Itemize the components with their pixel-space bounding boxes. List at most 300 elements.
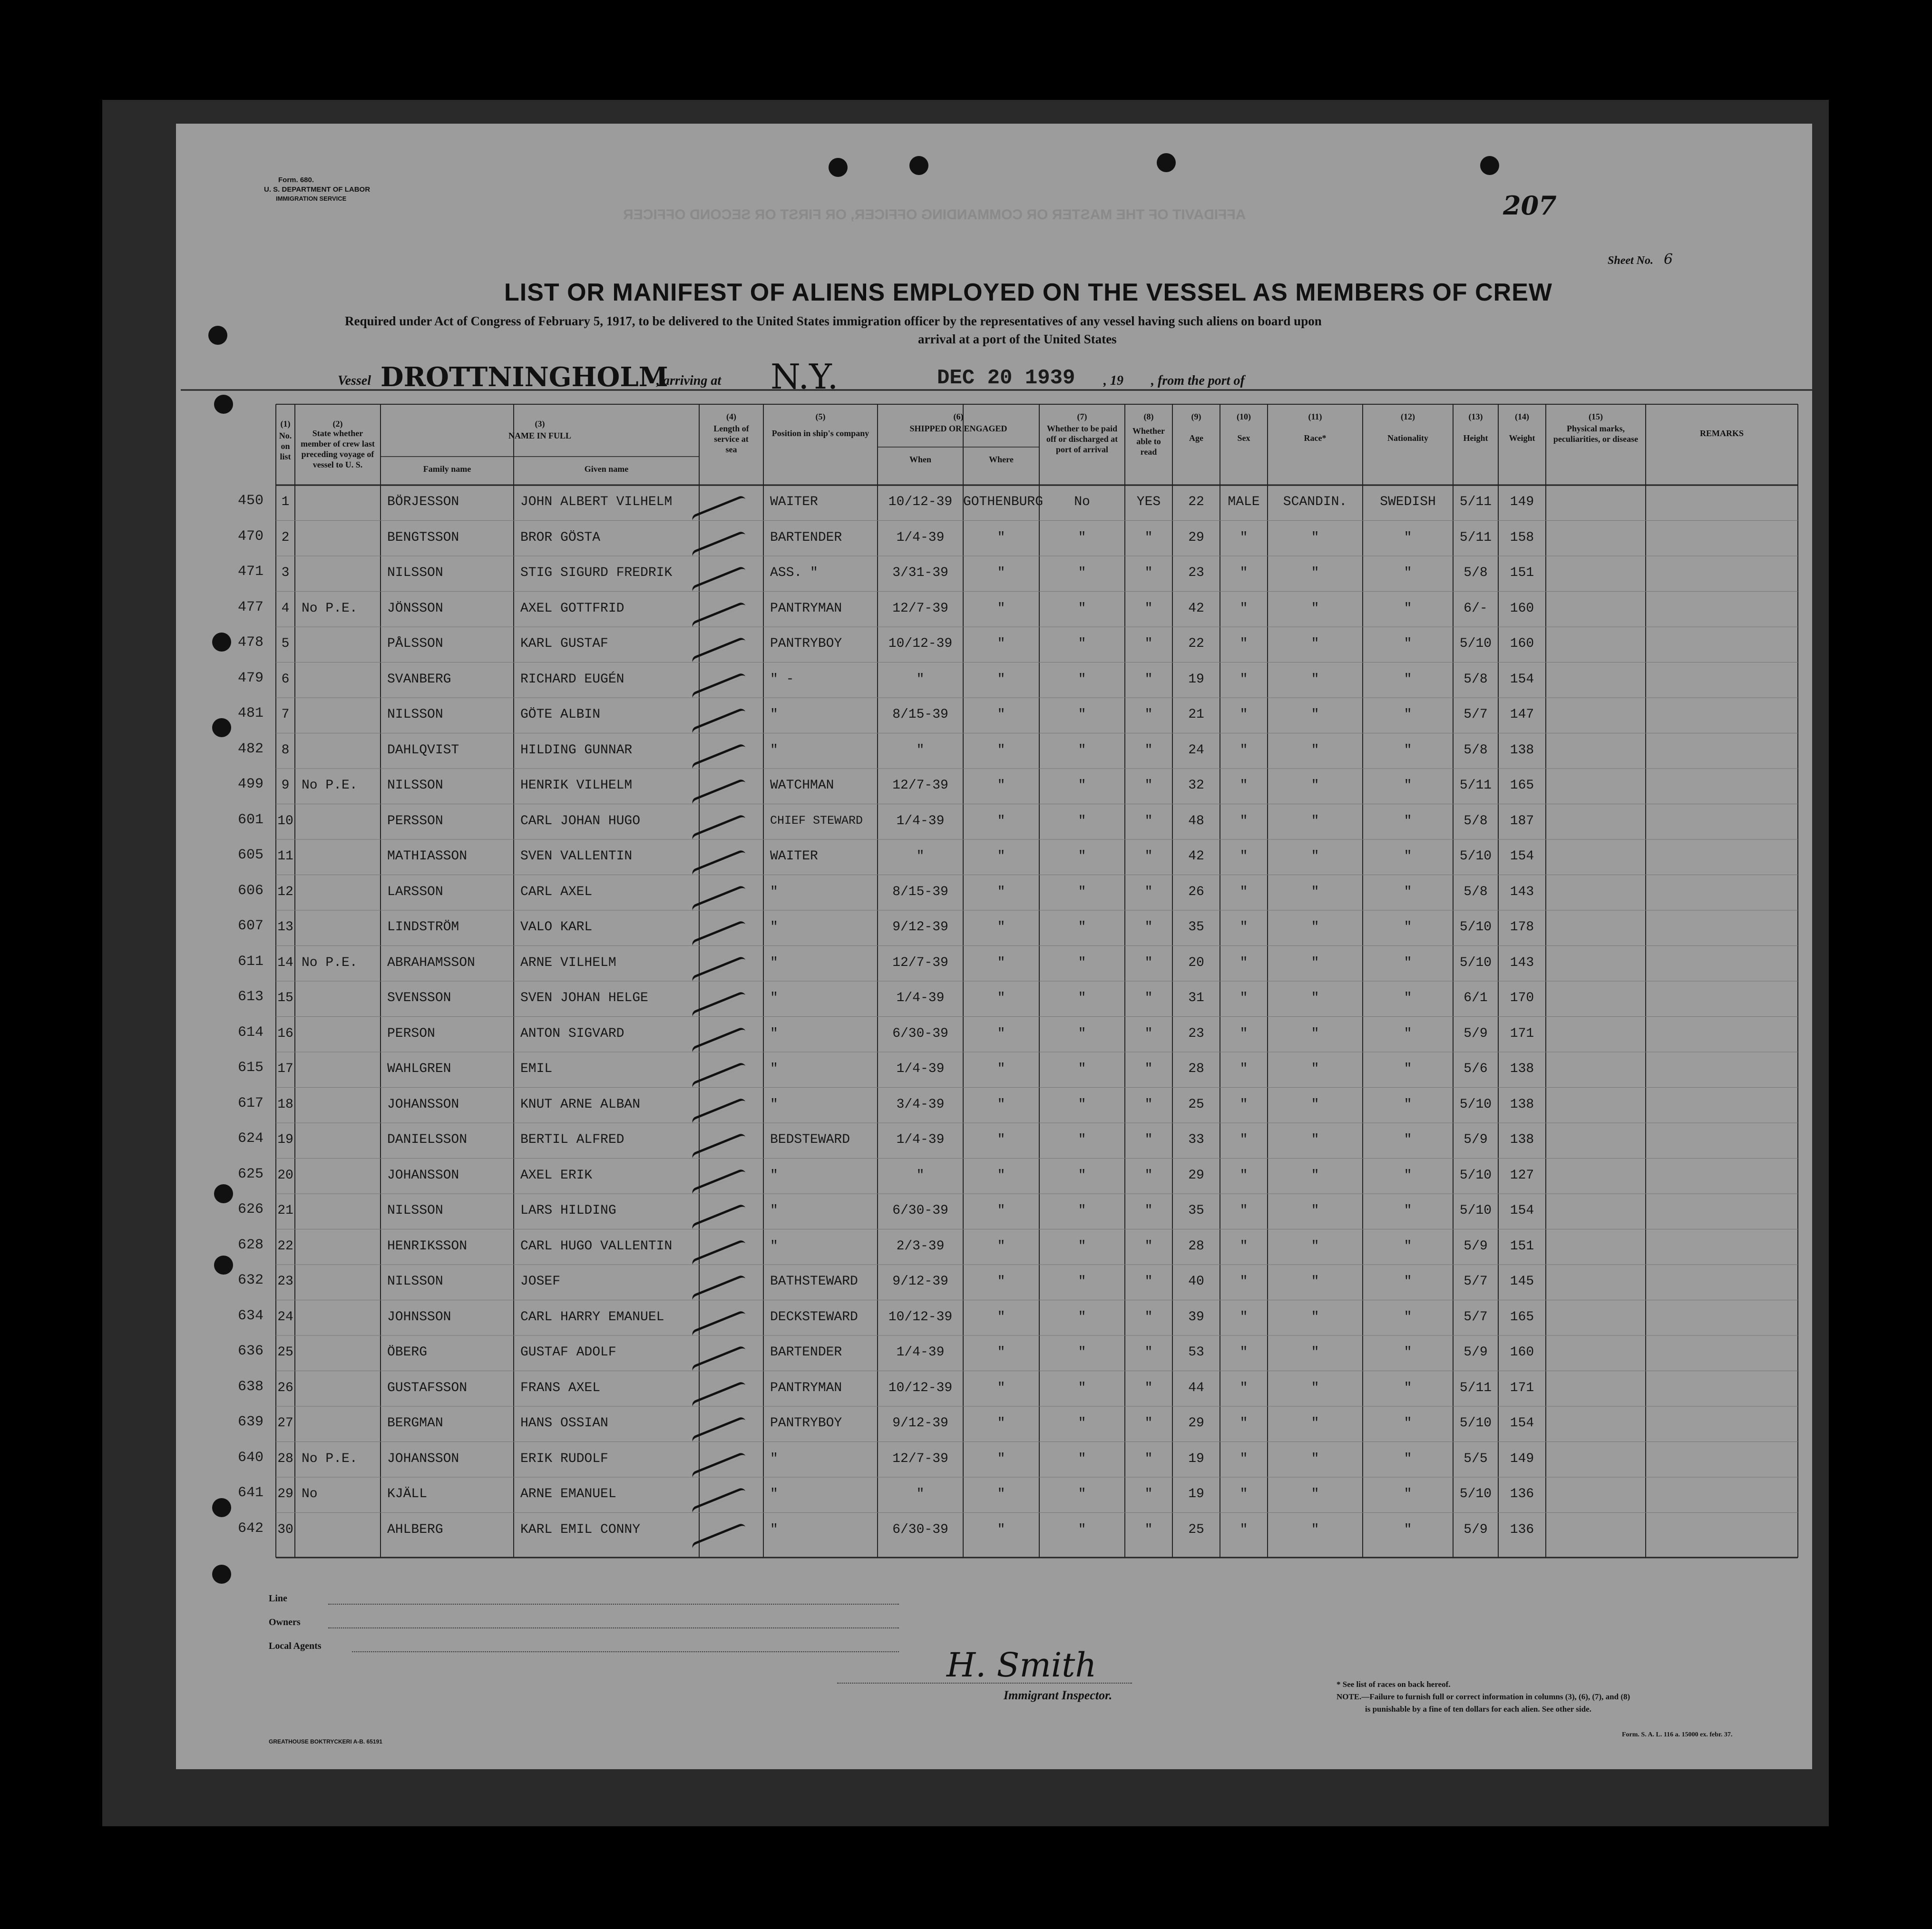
nationality-cell: " [1404,1380,1412,1395]
position-cell: " [770,1026,778,1041]
col6-header: SHIPPED OR ENGAGED [909,424,1007,433]
position-cell: WAITER [770,495,818,509]
nationality-cell: " [1404,1097,1412,1112]
shipped-where-cell: " [997,920,1005,935]
given-name-cell: GÖTE ALBIN [520,707,601,722]
nationality-cell: " [1404,1416,1412,1431]
form-number: Form. 680. [278,176,314,184]
family-name-cell: PÅLSSON [387,636,443,651]
able-to-read-cell: " [1144,1203,1153,1218]
able-to-read-cell: " [1144,1026,1153,1041]
age-cell: 28 [1188,1062,1204,1076]
sex-cell: " [1239,1168,1248,1183]
weight-cell: 127 [1510,1168,1534,1183]
height-cell: 5/7 [1464,1309,1488,1325]
manifest-line-number: 606 [238,882,264,899]
col3b-header: Given name [584,464,629,474]
age-cell: 33 [1188,1132,1204,1147]
able-to-read-cell: " [1144,1274,1153,1289]
height-cell: 5/11 [1459,1380,1492,1395]
able-to-read-cell: " [1144,991,1153,1005]
col15-header: Physical marks, peculiarities, or disease [1553,424,1639,444]
list-number-cell: 2 [281,530,290,545]
col4-header: Length of service at sea [713,424,749,454]
paid-off-cell: " [1078,778,1086,793]
position-cell: BARTENDER [770,530,842,545]
sex-cell: " [1239,1451,1248,1466]
height-cell: 5/7 [1464,1274,1488,1289]
family-name-cell: NILSSON [387,1274,443,1289]
manifest-subtitle: Required under Act of Congress of February 5, 1917, to be delivered to the United States immigration officer by the representatives of any vessel having such aliens on board upon [345,314,1322,328]
position-cell: " [770,1487,778,1501]
nationality-cell: " [1404,530,1412,545]
age-cell: 19 [1188,1451,1204,1466]
age-cell: 29 [1188,1168,1204,1183]
list-number-cell: 22 [277,1238,293,1254]
able-to-read-cell: " [1144,849,1153,864]
list-number-cell: 16 [277,1026,293,1041]
family-name-cell: AHLBERG [387,1522,443,1537]
family-name-cell: JOHANSSON [387,1451,459,1466]
col6b-header: Where [989,455,1014,464]
given-name-cell: BROR GÖSTA [520,530,601,545]
weight-cell: 149 [1510,495,1534,509]
position-cell: WAITER [770,849,818,864]
list-number-cell: 25 [277,1345,293,1360]
bleed-through-text: AFFIDAVIT OF THE MASTER OR COMMANDING OFFICER, OR FIRST OR SECOND OFFICER [623,207,1246,223]
previous-voyage-cell: No P.E. [302,955,358,970]
shipped-when-cell: 1/4-39 [896,1062,945,1076]
age-cell: 19 [1188,1487,1204,1501]
shipped-where-cell: " [997,1203,1005,1218]
age-cell: 22 [1188,495,1204,509]
sex-cell: " [1239,1062,1248,1076]
age-cell: 20 [1188,955,1204,970]
list-number-cell: 12 [277,884,293,899]
age-cell: 23 [1188,565,1204,580]
form-footer: Form. S. A. L. 116 a. 15000 ex. febr. 37. [1622,1731,1733,1738]
position-cell: " [770,1097,778,1112]
sex-cell: " [1239,1238,1248,1254]
sex-cell: " [1239,920,1248,935]
paid-off-cell: " [1078,849,1086,864]
shipped-when-cell: 6/30-39 [892,1026,948,1041]
height-cell: 5/11 [1459,778,1492,793]
col1-header: No. on list [279,431,292,461]
shipped-where-cell: " [997,672,1005,687]
sex-cell: " [1239,601,1248,616]
col5-header: Position in ship's company [771,429,869,438]
sex-cell: " [1239,672,1248,687]
manifest-line-number: 632 [238,1272,264,1288]
given-name-cell: AXEL GOTTFRID [520,601,624,616]
given-name-cell: KARL EMIL CONNY [520,1522,641,1537]
shipped-when-cell: 6/30-39 [892,1203,948,1218]
shipped-when-cell: 10/12-39 [888,636,953,651]
given-name-cell: CARL AXEL [520,884,593,899]
position-cell: " [770,991,778,1005]
list-number-cell: 13 [277,920,293,935]
weight-cell: 143 [1510,955,1534,970]
shipped-when-cell: " [916,1487,925,1501]
sheet-label: Sheet No. [1608,254,1653,267]
footnote-note: NOTE.—Failure to furnish full or correct information in columns (3), (6), (7), and (8) [1337,1692,1630,1701]
nationality-cell: " [1404,1309,1412,1325]
given-name-cell: ARNE VILHELM [520,955,616,970]
shipped-where-cell: " [997,1238,1005,1254]
paid-off-cell: " [1078,1309,1086,1325]
paid-off-cell: No [1074,495,1090,509]
sex-cell: " [1239,1097,1248,1112]
race-cell: " [1311,849,1319,864]
sex-cell: " [1239,1132,1248,1147]
weight-cell: 154 [1510,672,1534,687]
height-cell: 5/9 [1464,1132,1488,1147]
shipped-where-cell: " [997,1062,1005,1076]
paid-off-cell: " [1078,1487,1086,1501]
col10-header: Sex [1237,433,1250,443]
list-number-cell: 9 [281,778,290,793]
shipped-when-cell: 9/12-39 [892,920,948,935]
list-number-cell: 21 [277,1203,293,1218]
paid-off-cell: " [1078,636,1086,651]
weight-cell: 138 [1510,1132,1534,1147]
sex-cell: " [1239,1345,1248,1360]
paid-off-cell: " [1078,742,1086,758]
age-cell: 48 [1188,813,1204,828]
shipped-where-cell: " [997,1345,1005,1360]
col7-num: (7) [1077,412,1087,421]
nationality-cell: " [1404,565,1412,580]
col3-header: NAME IN FULL [508,431,571,440]
weight-cell: 138 [1510,742,1534,758]
weight-cell: 154 [1510,849,1534,864]
manifest-line-number: 450 [238,493,264,509]
height-cell: 5/9 [1464,1026,1488,1041]
sex-cell: " [1239,1203,1248,1218]
position-cell: WATCHMAN [770,778,834,793]
nationality-cell: " [1404,1238,1412,1254]
position-cell: " [770,884,778,899]
shipped-where-cell: " [997,1026,1005,1041]
list-number-cell: 27 [277,1416,293,1431]
able-to-read-cell: " [1144,1487,1153,1501]
paid-off-cell: " [1078,707,1086,722]
col2-header: State whether member of crew last preceding voyage of vessel to U. S. [301,429,375,469]
race-cell: " [1311,601,1319,616]
race-cell: " [1311,565,1319,580]
weight-cell: 145 [1510,1274,1534,1289]
nationality-cell: " [1404,1522,1412,1537]
year-prefix: , 19 [1103,373,1123,388]
age-cell: 28 [1188,1238,1204,1254]
race-cell: " [1311,1132,1319,1147]
weight-cell: 158 [1510,530,1534,545]
height-cell: 5/5 [1464,1451,1488,1466]
position-cell: " [770,707,778,722]
sex-cell: " [1239,1416,1248,1431]
weight-cell: 154 [1510,1416,1534,1431]
position-cell: " [770,1451,778,1466]
position-cell: BARTENDER [770,1345,842,1360]
col9-header: Age [1189,433,1203,443]
family-name-cell: JÖNSSON [387,601,443,616]
manifest-line-number: 628 [238,1237,264,1253]
sex-cell: " [1239,813,1248,828]
nationality-cell: " [1404,955,1412,970]
nationality-cell: " [1404,1274,1412,1289]
remarks-header: REMARKS [1699,429,1744,438]
nationality-cell: " [1404,1451,1412,1466]
shipped-when-cell: 2/3-39 [896,1238,945,1254]
race-cell: " [1311,530,1319,545]
manifest-line-number: 479 [238,670,264,686]
weight-cell: 136 [1510,1522,1534,1537]
family-name-cell: WAHLGREN [387,1062,451,1076]
height-cell: 5/10 [1459,636,1492,651]
age-cell: 29 [1188,1416,1204,1431]
list-number-cell: 1 [281,495,290,509]
arriving-label: , arriving at [656,373,722,388]
paid-off-cell: " [1078,672,1086,687]
weight-cell: 165 [1510,1309,1534,1325]
given-name-cell: RICHARD EUGÉN [520,672,624,687]
given-name-cell: HILDING GUNNAR [520,742,633,758]
age-cell: 53 [1188,1345,1204,1360]
height-cell: 5/11 [1459,530,1492,545]
age-cell: 29 [1188,530,1204,545]
race-cell: " [1311,920,1319,935]
list-number-cell: 15 [277,991,293,1005]
sex-cell: " [1239,565,1248,580]
shipped-where-cell: " [997,991,1005,1005]
shipped-when-cell: 12/7-39 [892,778,948,793]
family-name-cell: JOHANSSON [387,1168,459,1183]
manifest-line-number: 478 [238,634,264,651]
position-cell: PANTRYBOY [770,636,842,651]
shipped-where-cell: " [997,778,1005,793]
able-to-read-cell: " [1144,601,1153,616]
position-cell: BATHSTEWARD [770,1274,858,1289]
manifest-line-number: 615 [238,1060,264,1076]
shipped-where-cell: " [997,1097,1005,1112]
family-name-cell: NILSSON [387,565,443,580]
paid-off-cell: " [1078,601,1086,616]
position-cell: " [770,1522,778,1537]
family-name-cell: SVANBERG [387,672,451,687]
nationality-cell: " [1404,601,1412,616]
shipped-when-cell: 1/4-39 [896,813,945,828]
position-cell: BEDSTEWARD [770,1132,850,1147]
height-cell: 5/9 [1464,1522,1488,1537]
race-cell: " [1311,1203,1319,1218]
agents-rule [352,1651,899,1652]
given-name-cell: CARL HUGO VALLENTIN [520,1238,673,1254]
age-cell: 39 [1188,1309,1204,1325]
family-name-cell: SVENSSON [387,991,451,1005]
able-to-read-cell: " [1144,1345,1153,1360]
shipped-where-cell: " [997,1168,1005,1183]
given-name-cell: KNUT ARNE ALBAN [520,1097,641,1112]
nationality-cell: " [1404,813,1412,828]
position-cell: " [770,955,778,970]
family-name-cell: MATHIASSON [387,849,468,864]
shipped-when-cell: 12/7-39 [892,1451,948,1466]
paid-off-cell: " [1078,1345,1086,1360]
able-to-read-cell: " [1144,636,1153,651]
shipped-where-cell: " [997,884,1005,899]
family-name-cell: BÖRJESSON [387,495,459,509]
manifest-line-number: 634 [238,1307,264,1324]
race-cell: " [1311,1522,1319,1537]
able-to-read-cell: " [1144,1238,1153,1254]
col7-header: Whether to be paid off or discharged at port of arrival [1046,424,1118,454]
sex-cell: " [1239,1487,1248,1501]
height-cell: 5/7 [1464,707,1488,722]
weight-cell: 149 [1510,1451,1534,1466]
col11-num: (11) [1308,412,1322,421]
given-name-cell: VALO KARL [520,920,593,935]
shipped-where-cell: " [997,813,1005,828]
given-name-cell: STIG SIGURD FREDRIK [520,565,673,580]
paid-off-cell: " [1078,1203,1086,1218]
given-name-cell: CARL HARRY EMANUEL [520,1309,664,1325]
age-cell: 32 [1188,778,1204,793]
family-name-cell: ABRAHAMSSON [387,955,475,970]
previous-voyage-cell: No [302,1487,318,1501]
nationality-cell: " [1404,1487,1412,1501]
position-cell: " - [770,672,794,687]
manifest-line-number: 636 [238,1343,264,1359]
paid-off-cell: " [1078,1062,1086,1076]
shipped-when-cell: 1/4-39 [896,530,945,545]
race-cell: " [1311,1168,1319,1183]
list-number-cell: 20 [277,1168,293,1183]
shipped-when-cell: 3/4-39 [896,1097,945,1112]
nationality-cell: " [1404,1062,1412,1076]
able-to-read-cell: " [1144,813,1153,828]
sex-cell: " [1239,991,1248,1005]
sex-cell: " [1239,742,1248,758]
age-cell: 40 [1188,1274,1204,1289]
list-number-cell: 11 [277,849,293,864]
race-cell: SCANDIN. [1283,495,1347,509]
position-cell: PANTRYMAN [770,601,842,616]
paid-off-cell: " [1078,530,1086,545]
list-number-cell: 23 [277,1274,293,1289]
able-to-read-cell: " [1144,920,1153,935]
able-to-read-cell: " [1144,565,1153,580]
shipped-when-cell: 12/7-39 [892,601,948,616]
race-cell: " [1311,672,1319,687]
list-number-cell: 14 [277,955,293,970]
port-label: , from the port of [1151,373,1245,388]
manifest-title: LIST OR MANIFEST OF ALIENS EMPLOYED ON THE VESSEL AS MEMBERS OF CREW [504,279,1552,306]
given-name-cell: BERTIL ALFRED [520,1132,624,1147]
owners-rule [328,1627,899,1628]
col6-num: (6) [953,412,964,421]
list-number-cell: 8 [281,742,290,758]
family-name-cell: JOHNSSON [387,1309,451,1325]
family-name-cell: PERSSON [387,813,443,828]
list-number-cell: 29 [277,1487,293,1501]
nationality-cell: " [1404,742,1412,758]
family-name-cell: HENRIKSSON [387,1238,468,1254]
age-cell: 42 [1188,849,1204,864]
height-cell: 6/- [1464,601,1488,616]
family-name-cell: GUSTAFSSON [387,1380,468,1395]
able-to-read-cell: " [1144,884,1153,899]
manifest-line-number: 611 [238,953,264,970]
race-cell: " [1311,1026,1319,1041]
shipped-when-cell: 8/15-39 [892,707,948,722]
shipped-where-cell: " [997,530,1005,545]
shipped-where-cell: " [997,1451,1005,1466]
given-name-cell: FRANS AXEL [520,1380,601,1395]
signature-rule [837,1683,1132,1684]
inspector-signature: H. Smith [946,1646,1097,1685]
sex-cell: " [1239,1274,1248,1289]
family-name-cell: BENGTSSON [387,530,459,545]
position-cell: PANTRYBOY [770,1416,842,1431]
able-to-read-cell: " [1144,530,1153,545]
position-cell: " [770,1062,778,1076]
height-cell: 5/10 [1459,1168,1492,1183]
col13-header: Height [1463,433,1488,443]
nationality-cell: " [1404,672,1412,687]
age-cell: 42 [1188,601,1204,616]
col1-num: (1) [280,419,291,429]
family-name-cell: BERGMAN [387,1416,443,1431]
shipped-when-cell: 10/12-39 [888,495,953,509]
shipped-when-cell: 1/4-39 [896,991,945,1005]
list-number-cell: 10 [277,813,293,828]
family-name-cell: NILSSON [387,1203,443,1218]
nationality-cell: " [1404,1345,1412,1360]
shipped-when-cell: 10/12-39 [888,1380,953,1395]
manifest-line-number: 625 [238,1166,264,1182]
family-name-cell: NILSSON [387,778,443,793]
shipped-when-cell: 6/30-39 [892,1522,948,1537]
given-name-cell: ARNE EMANUEL [520,1487,616,1501]
position-cell: CHIEF STEWARD [770,813,863,828]
position-cell: " [770,920,778,935]
paid-off-cell: " [1078,1451,1086,1466]
shipped-when-cell: " [916,849,925,864]
stamp-number: 207 [1503,190,1557,221]
sex-cell: " [1239,778,1248,793]
race-cell: " [1311,778,1319,793]
nationality-cell: " [1404,707,1412,722]
list-number-cell: 3 [281,565,290,580]
weight-cell: 178 [1510,920,1534,935]
manifest-line-number: 626 [238,1201,264,1218]
weight-cell: 143 [1510,884,1534,899]
weight-cell: 171 [1510,1380,1534,1395]
nationality-cell: " [1404,778,1412,793]
inspector-label: Immigrant Inspector. [1004,1688,1112,1702]
given-name-cell: CARL JOHAN HUGO [520,813,641,828]
manifest-page [176,124,1812,1769]
shipped-where-cell: " [997,636,1005,651]
col3a-header: Family name [423,464,471,474]
col11-header: Race* [1304,433,1327,443]
given-name-cell: HANS OSSIAN [520,1416,608,1431]
height-cell: 5/10 [1459,1203,1492,1218]
nationality-cell: " [1404,636,1412,651]
height-cell: 5/10 [1459,920,1492,935]
age-cell: 19 [1188,672,1204,687]
